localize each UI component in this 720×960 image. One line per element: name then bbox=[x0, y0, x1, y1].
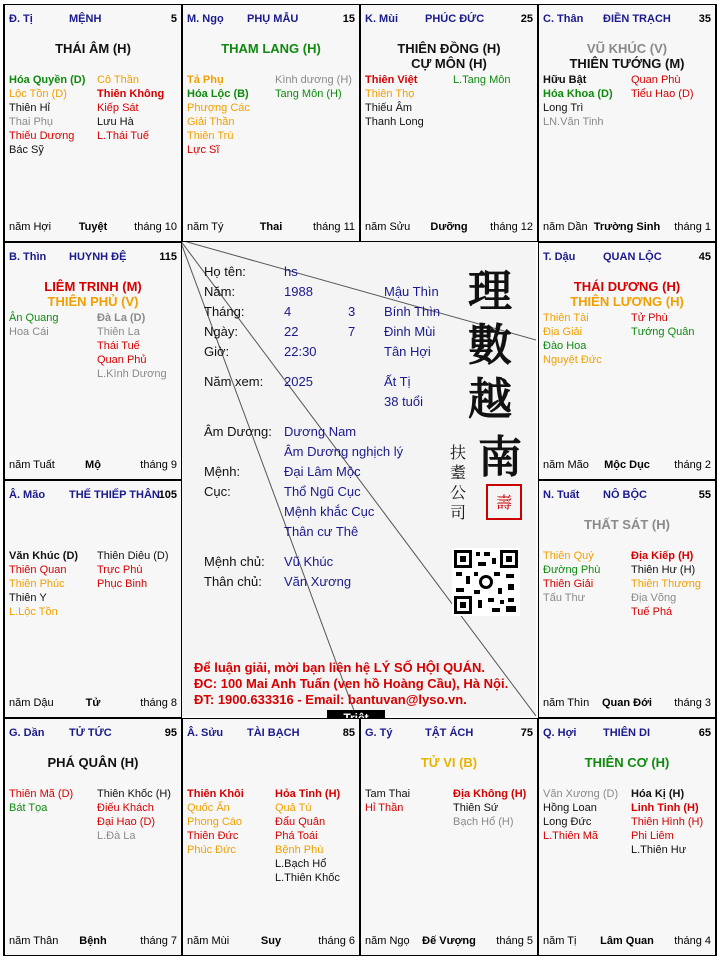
palace-life-stage: Dưỡng bbox=[430, 221, 468, 233]
qr-code[interactable] bbox=[452, 548, 520, 616]
palace-year: năm Thìn bbox=[543, 697, 590, 709]
than-chu-label: Thân chủ: bbox=[204, 574, 262, 589]
minor-stars-right bbox=[453, 73, 510, 87]
palace-header bbox=[187, 727, 355, 741]
palace-header bbox=[9, 13, 177, 27]
minor-star: Thiên Đức bbox=[187, 830, 239, 842]
palace-branch: Â. Sửu bbox=[187, 727, 224, 739]
palace-name: PHỤ MẪU bbox=[247, 13, 299, 25]
minor-star: Địa Giải bbox=[543, 326, 583, 338]
palace-header bbox=[365, 727, 533, 741]
calligraphy-char: 理 bbox=[468, 266, 512, 317]
minor-star: Bạch Hổ (H) bbox=[453, 816, 514, 828]
minor-stars-left bbox=[543, 549, 600, 605]
cuc-label: Cục: bbox=[204, 484, 231, 499]
minor-star: Thiên Quý bbox=[543, 550, 594, 562]
palace-major-period: 85 bbox=[342, 727, 355, 739]
minor-star: Thanh Long bbox=[365, 116, 424, 128]
minor-star: Đại Hao (D) bbox=[97, 816, 156, 828]
minor-star: Đà La (D) bbox=[97, 312, 146, 324]
palace-name: PHÚC ĐỨC bbox=[425, 13, 485, 25]
minor-stars-right bbox=[97, 311, 167, 381]
palace-name: HUYNH ĐỆ bbox=[69, 251, 127, 263]
main-star: THÁI DƯƠNG (H) bbox=[573, 279, 681, 294]
minor-star: Trực Phù bbox=[97, 564, 143, 576]
day-label: Ngày: bbox=[204, 324, 238, 339]
main-star: THAM LANG (H) bbox=[221, 41, 321, 56]
palace-footer bbox=[543, 697, 711, 711]
minor-star: Thiên Tài bbox=[543, 312, 589, 324]
minor-star: Thiên Khôi bbox=[187, 788, 244, 800]
palace-life-stage: Bệnh bbox=[79, 935, 107, 947]
main-stars bbox=[539, 279, 715, 309]
main-star: THIÊN TƯỚNG (M) bbox=[569, 56, 685, 71]
palace-branch: Â. Mão bbox=[9, 489, 46, 501]
minor-stars-right bbox=[453, 787, 526, 829]
palace-header bbox=[9, 251, 177, 265]
minor-stars-right bbox=[97, 73, 164, 143]
minor-star: Long Trì bbox=[543, 102, 584, 114]
main-star: THẤT SÁT (H) bbox=[584, 517, 670, 532]
palace-header bbox=[543, 489, 711, 503]
view-year-value: 2025 bbox=[284, 374, 313, 389]
minor-star: Thiên Hư (H) bbox=[631, 564, 696, 576]
contact-line: Để luận giải, mời bạn liên hệ LÝ SỐ HỘI QUÁN. bbox=[194, 660, 485, 675]
minor-star: Kình dương (H) bbox=[275, 74, 352, 86]
palace-year: năm Dậu bbox=[9, 697, 54, 709]
than-chu-value: Văn Xương bbox=[284, 574, 352, 589]
palace-thin[interactable] bbox=[4, 242, 182, 480]
calligraphy-char: 數 bbox=[468, 320, 512, 371]
name-value: hs bbox=[284, 264, 298, 279]
small-calligraphy-char: 司 bbox=[450, 503, 467, 522]
palace-header bbox=[543, 251, 711, 265]
name-label: Họ tên: bbox=[204, 264, 246, 279]
palace-footer bbox=[9, 221, 177, 235]
minor-stars-left bbox=[9, 787, 73, 815]
month-can-chi: Bính Thìn bbox=[384, 304, 441, 319]
minor-star: Địa Kiếp (H) bbox=[631, 550, 694, 562]
minor-star: Phượng Các bbox=[187, 102, 250, 114]
minor-star: Tam Thai bbox=[365, 788, 411, 800]
palace-suu[interactable] bbox=[182, 718, 360, 956]
minor-star: Bệnh Phù bbox=[275, 844, 324, 856]
main-star: THÁI ÂM (H) bbox=[55, 41, 131, 56]
main-stars bbox=[5, 279, 181, 309]
palace-mui[interactable] bbox=[360, 4, 538, 242]
calligraphy-char: 南 bbox=[478, 432, 522, 483]
minor-star: L.Lộc Tồn bbox=[9, 606, 58, 618]
palace-life-stage: Tuyệt bbox=[78, 221, 108, 233]
minor-star: Tiểu Hao (D) bbox=[631, 88, 694, 100]
small-calligraphy-char: 耋 bbox=[450, 463, 467, 482]
palace-name: QUAN LỘC bbox=[603, 251, 662, 263]
palace-major-period: 65 bbox=[698, 727, 711, 739]
palace-life-stage: Trường Sinh bbox=[593, 221, 661, 233]
palace-footer bbox=[9, 697, 177, 711]
minor-stars-right bbox=[275, 787, 340, 885]
minor-star: L.Thiên Hư bbox=[631, 844, 687, 856]
palace-footer bbox=[543, 935, 711, 949]
minor-stars-left bbox=[187, 787, 244, 857]
minor-star: L.Kình Dương bbox=[97, 368, 167, 380]
palace-month: tháng 2 bbox=[674, 459, 711, 471]
minor-star: L.Thái Tuế bbox=[97, 130, 149, 142]
minor-star: L.Đà La bbox=[97, 830, 136, 842]
palace-header bbox=[543, 727, 711, 741]
minor-star: L.Bạch Hổ bbox=[275, 858, 327, 870]
minor-star: Thiên Thương bbox=[631, 578, 702, 590]
main-stars bbox=[361, 41, 537, 71]
am-duong-relation: Âm Dương nghịch lý bbox=[284, 444, 404, 459]
minor-stars-right bbox=[631, 311, 695, 339]
minor-star: Phúc Đức bbox=[187, 844, 236, 856]
palace-than[interactable] bbox=[538, 4, 716, 242]
minor-stars-right bbox=[631, 787, 703, 857]
palace-branch: C. Thân bbox=[543, 13, 584, 25]
small-calligraphy-char: 扶 bbox=[450, 443, 467, 462]
palace-year: năm Dần bbox=[543, 221, 588, 233]
month-value: 4 bbox=[284, 304, 292, 319]
hour-can-chi: Tân Hợi bbox=[384, 344, 431, 359]
minor-star: Phi Liêm bbox=[631, 830, 674, 842]
main-star: VŨ KHÚC (V) bbox=[586, 41, 668, 56]
minor-star: Hóa Quyền (D) bbox=[9, 74, 86, 86]
minor-star: Thiên Hình (H) bbox=[631, 816, 704, 828]
palace-tuat[interactable] bbox=[538, 480, 716, 718]
than-position: Thân cư Thê bbox=[284, 524, 359, 539]
palace-header bbox=[9, 489, 177, 503]
palace-footer bbox=[543, 459, 711, 473]
palace-ti[interactable] bbox=[4, 4, 182, 242]
palace-year: năm Tuất bbox=[9, 459, 55, 471]
year-can-chi: Mậu Thìn bbox=[384, 284, 439, 299]
main-stars bbox=[183, 41, 359, 56]
palace-major-period: 55 bbox=[698, 489, 711, 501]
palace-life-stage: Tử bbox=[85, 697, 101, 709]
palace-footer bbox=[9, 459, 177, 473]
minor-star: Ân Quang bbox=[9, 312, 59, 324]
palace-header bbox=[365, 13, 533, 27]
minor-star: Nguyệt Đức bbox=[543, 354, 602, 366]
minor-star: Linh Tinh (H) bbox=[631, 802, 699, 814]
minor-star: Thiên Không bbox=[97, 88, 165, 100]
minor-stars-right bbox=[631, 73, 694, 101]
menh-chu-value: Vũ Khúc bbox=[284, 554, 334, 569]
qr-code-icon bbox=[452, 548, 520, 616]
center-info-panel bbox=[180, 240, 536, 716]
minor-star: LN.Văn Tinh bbox=[543, 116, 604, 128]
palace-major-period: 95 bbox=[164, 727, 177, 739]
palace-major-period: 5 bbox=[170, 13, 177, 25]
palace-month: tháng 12 bbox=[490, 221, 533, 233]
palace-name: TẬT ÁCH bbox=[425, 727, 474, 739]
minor-star: Bác Sỹ bbox=[9, 144, 44, 156]
menh-chu-label: Mệnh chủ: bbox=[204, 554, 265, 569]
minor-star: Văn Xương (D) bbox=[543, 788, 619, 800]
minor-star: Kiếp Sát bbox=[97, 102, 139, 114]
menh-label: Mệnh: bbox=[204, 464, 241, 479]
palace-name: MỆNH bbox=[69, 13, 102, 25]
palace-life-stage: Thai bbox=[259, 221, 283, 233]
minor-star: Giải Thần bbox=[187, 116, 235, 128]
minor-star: Hóa Lộc (B) bbox=[187, 88, 249, 100]
minor-star: Lộc Tồn (D) bbox=[9, 88, 67, 100]
minor-star: Điếu Khách bbox=[97, 802, 154, 814]
minor-star: Long Đức bbox=[543, 816, 592, 828]
minor-star: Hóa Kị (H) bbox=[631, 788, 685, 800]
palace-major-period: 35 bbox=[698, 13, 711, 25]
palace-month: tháng 4 bbox=[674, 935, 711, 947]
minor-stars-left bbox=[543, 311, 602, 367]
minor-star: Thiên Phúc bbox=[9, 578, 65, 590]
minor-star: Thiếu Dương bbox=[9, 130, 75, 142]
palace-branch: G. Dần bbox=[9, 727, 45, 739]
phone-email-line: ĐT: 1900.633316 - Email: bantuvan@lyso.vn. bbox=[194, 692, 467, 707]
palace-life-stage: Mộ bbox=[85, 459, 101, 471]
minor-stars-left bbox=[543, 787, 618, 843]
palace-month: tháng 5 bbox=[496, 935, 533, 947]
palace-month: tháng 7 bbox=[140, 935, 177, 947]
month-label: Tháng: bbox=[204, 304, 245, 319]
palace-month: tháng 8 bbox=[140, 697, 177, 709]
palace-major-period: 15 bbox=[342, 13, 355, 25]
palace-month: tháng 3 bbox=[674, 697, 711, 709]
minor-stars-right bbox=[631, 549, 701, 619]
minor-star: Thai Phụ bbox=[9, 116, 54, 128]
palace-dan[interactable] bbox=[4, 718, 182, 956]
palace-year: năm Tị bbox=[543, 935, 577, 947]
palace-year: năm Mùi bbox=[187, 935, 230, 947]
palace-month: tháng 10 bbox=[134, 221, 177, 233]
minor-star: L.Tang Môn bbox=[453, 74, 511, 86]
day-can-chi: Đinh Mùi bbox=[384, 324, 436, 339]
main-star: CỰ MÔN (H) bbox=[411, 56, 487, 71]
minor-star: Thiên Quan bbox=[9, 564, 67, 576]
cuc-relation: Mệnh khắc Cục bbox=[284, 504, 375, 519]
red-seal-stamp: 壽 bbox=[486, 484, 522, 520]
minor-star: L.Thiên Khốc bbox=[275, 872, 340, 884]
minor-star: Lưu Hà bbox=[97, 116, 134, 128]
minor-star: Quốc Ấn bbox=[187, 802, 230, 814]
minor-star: Phục Binh bbox=[97, 578, 148, 590]
palace-name: TÀI BẠCH bbox=[247, 727, 300, 739]
minor-star: Đẩu Quân bbox=[275, 816, 326, 828]
palace-branch: Q. Hợi bbox=[543, 727, 577, 739]
palace-footer bbox=[365, 221, 533, 235]
main-star: PHÁ QUÂN (H) bbox=[47, 755, 139, 770]
minor-star: Thiên La bbox=[97, 326, 140, 338]
minor-star: Hoa Cái bbox=[9, 326, 49, 338]
minor-stars-left bbox=[187, 73, 250, 157]
minor-stars-right bbox=[97, 787, 171, 843]
month-lunar: 3 bbox=[348, 304, 356, 319]
palace-life-stage: Quan Đới bbox=[602, 697, 652, 709]
main-stars bbox=[5, 41, 181, 56]
minor-star: Thiên Khốc (H) bbox=[97, 788, 171, 800]
minor-stars-right bbox=[97, 549, 169, 591]
palace-year: năm Thân bbox=[9, 935, 59, 947]
hour-label: Giờ: bbox=[204, 344, 230, 359]
palace-footer bbox=[187, 935, 355, 949]
minor-star: Thiên Việt bbox=[365, 74, 418, 86]
palace-year: năm Hợi bbox=[9, 221, 52, 233]
palace-hoi[interactable] bbox=[538, 718, 716, 956]
minor-stars-left bbox=[365, 73, 424, 129]
minor-star: Tướng Quân bbox=[631, 326, 695, 338]
cuc-value: Thổ Ngũ Cục bbox=[284, 484, 361, 499]
palace-branch: Đ. Tị bbox=[9, 13, 33, 25]
view-year-can-chi: Ất Tị bbox=[384, 374, 411, 389]
minor-star: Hóa Khoa (D) bbox=[543, 88, 613, 100]
palace-year: năm Mão bbox=[543, 459, 589, 471]
palace-life-stage: Suy bbox=[260, 935, 282, 947]
hour-value: 22:30 bbox=[284, 344, 317, 359]
minor-star: Thiên Giải bbox=[543, 578, 594, 590]
main-stars bbox=[539, 755, 715, 770]
minor-star: Cô Thần bbox=[97, 74, 139, 86]
small-calligraphy-char: 公 bbox=[450, 483, 467, 502]
palace-footer bbox=[187, 221, 355, 235]
main-stars bbox=[539, 41, 715, 71]
view-year-label: Năm xem: bbox=[204, 374, 264, 389]
palace-ngo[interactable] bbox=[182, 4, 360, 242]
main-star: LIÊM TRINH (M) bbox=[44, 279, 142, 294]
minor-star: Phong Cáo bbox=[187, 816, 243, 828]
main-stars bbox=[361, 755, 537, 770]
palace-year: năm Ngọ bbox=[365, 935, 410, 947]
minor-star: Tang Môn (H) bbox=[275, 88, 342, 100]
palace-branch: G. Tý bbox=[365, 727, 393, 739]
palace-major-period: 25 bbox=[520, 13, 533, 25]
main-stars bbox=[539, 517, 715, 532]
minor-star: Tuế Phá bbox=[631, 606, 673, 618]
minor-star: Đường Phù bbox=[543, 564, 601, 576]
age-value: 38 tuổi bbox=[384, 394, 424, 409]
palace-branch: T. Dậu bbox=[543, 251, 576, 263]
day-value: 22 bbox=[284, 324, 299, 339]
minor-star: Tấu Thư bbox=[543, 592, 586, 604]
menh-value: Đại Lâm Mộc bbox=[284, 464, 361, 479]
minor-star: Quan Phủ bbox=[97, 354, 147, 366]
minor-star: Thiên Sứ bbox=[453, 802, 499, 814]
minor-stars-right bbox=[275, 73, 352, 101]
minor-star: Thiên Hỉ bbox=[9, 102, 50, 114]
main-stars bbox=[5, 755, 181, 770]
palace-name: TỬ TỨC bbox=[69, 727, 112, 739]
palace-dau[interactable] bbox=[538, 242, 716, 480]
palace-branch: B. Thìn bbox=[9, 251, 47, 263]
day-lunar: 7 bbox=[348, 324, 356, 339]
palace-life-stage: Đế Vượng bbox=[422, 935, 476, 947]
main-star: THIÊN ĐỒNG (H) bbox=[397, 41, 501, 56]
palace-name: THIÊN DI bbox=[603, 727, 651, 739]
address-line: ĐC: 100 Mai Anh Tuấn (ven hồ Hoàng Cầu), Hà Nội. bbox=[194, 676, 509, 691]
minor-star: Bát Tọa bbox=[9, 802, 48, 814]
minor-stars-left bbox=[9, 311, 59, 339]
minor-stars-left bbox=[9, 73, 85, 157]
minor-star: Quan Phù bbox=[631, 74, 681, 86]
minor-star: Thái Tuế bbox=[97, 340, 140, 352]
am-duong-value: Dương Nam bbox=[284, 424, 357, 439]
minor-star: Hồng Loan bbox=[543, 802, 597, 814]
minor-star: Thiếu Âm bbox=[365, 102, 413, 114]
palace-branch: K. Mùi bbox=[365, 13, 398, 25]
minor-star: Tả Phụ bbox=[187, 74, 224, 86]
palace-branch: N. Tuất bbox=[543, 489, 580, 501]
palace-year: năm Tý bbox=[187, 221, 224, 233]
palace-name: THẾ THIẾP THÂN bbox=[69, 489, 160, 501]
palace-mao[interactable] bbox=[4, 480, 182, 718]
minor-star: Hỉ Thần bbox=[365, 802, 404, 814]
palace-name: ĐIỀN TRẠCH bbox=[603, 13, 671, 25]
minor-stars-left bbox=[365, 787, 410, 815]
palace-year: năm Sửu bbox=[365, 221, 411, 233]
palace-month: tháng 6 bbox=[318, 935, 355, 947]
main-star: THIÊN LƯƠNG (H) bbox=[570, 294, 684, 309]
year-value: 1988 bbox=[284, 284, 313, 299]
palace-major-period: 105 bbox=[158, 489, 177, 501]
palace-header bbox=[187, 13, 355, 27]
minor-star: Thiên Diêu (D) bbox=[97, 550, 169, 562]
main-star: THIÊN PHỦ (V) bbox=[47, 294, 139, 309]
am-duong-label: Âm Dương: bbox=[204, 424, 272, 439]
minor-star: Văn Khúc (D) bbox=[9, 550, 79, 562]
palace-life-stage: Lâm Quan bbox=[600, 935, 654, 947]
minor-star: Hỏa Tinh (H) bbox=[275, 788, 341, 800]
palace-footer bbox=[365, 935, 533, 949]
palace-major-period: 75 bbox=[520, 727, 533, 739]
palace-header bbox=[543, 13, 711, 27]
palace-name: NÔ BỘC bbox=[603, 489, 647, 501]
palace-header bbox=[9, 727, 177, 741]
main-star: THIÊN CƠ (H) bbox=[584, 755, 670, 770]
main-star: TỬ VI (B) bbox=[420, 755, 478, 770]
minor-star: Quả Tú bbox=[275, 802, 312, 814]
palace-month: tháng 9 bbox=[140, 459, 177, 471]
minor-star: Thiên Mã (D) bbox=[9, 788, 74, 800]
palace-month: tháng 1 bbox=[674, 221, 711, 233]
minor-star: Hữu Bật bbox=[543, 74, 587, 86]
palace-footer bbox=[543, 221, 711, 235]
palace-month: tháng 11 bbox=[312, 221, 355, 233]
minor-stars-left bbox=[9, 549, 78, 619]
palace-major-period: 45 bbox=[698, 251, 711, 263]
minor-star: Thiên Thọ bbox=[365, 88, 415, 100]
calligraphy-char: 越 bbox=[468, 374, 512, 425]
year-label: Năm: bbox=[204, 284, 236, 299]
palace-ty[interactable] bbox=[360, 718, 538, 956]
minor-stars-left bbox=[543, 73, 613, 129]
palace-life-stage: Mộc Dục bbox=[604, 459, 650, 471]
minor-star: Đào Hoa bbox=[543, 340, 587, 352]
minor-star: Thiên Y bbox=[9, 592, 47, 604]
palace-footer bbox=[9, 935, 177, 949]
minor-star: Địa Võng bbox=[631, 592, 677, 604]
minor-star: Tử Phù bbox=[631, 312, 668, 324]
minor-star: Thiên Trù bbox=[187, 130, 234, 142]
minor-star: L.Thiên Mã bbox=[543, 830, 599, 842]
minor-star: Lực Sĩ bbox=[187, 144, 220, 156]
palace-branch: M. Ngọ bbox=[187, 13, 224, 25]
minor-star: Phá Toái bbox=[275, 830, 318, 842]
minor-star: Địa Không (H) bbox=[453, 788, 527, 800]
palace-major-period: 115 bbox=[159, 251, 177, 263]
